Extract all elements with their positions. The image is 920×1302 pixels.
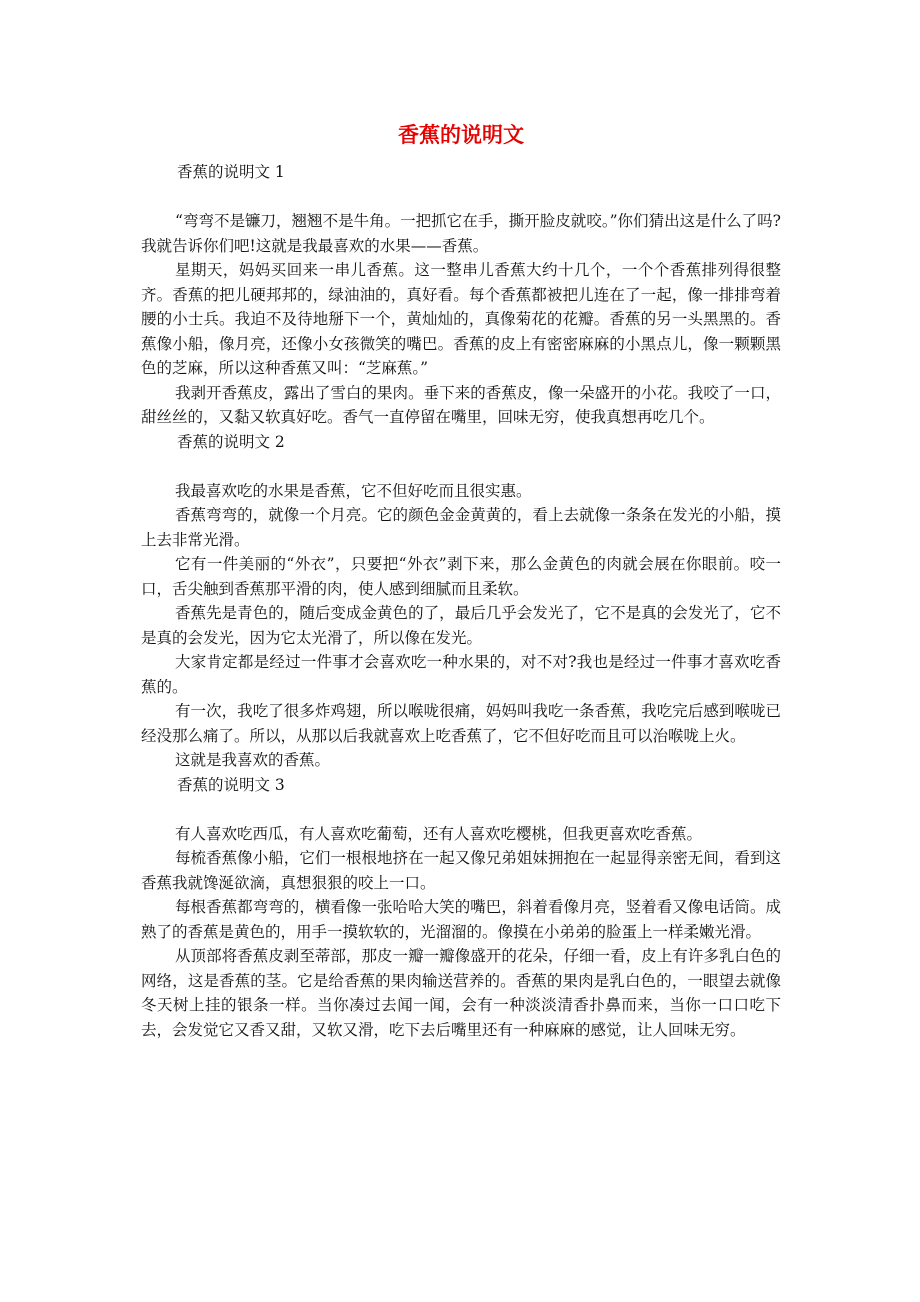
paragraph: 有人喜欢吃西瓜，有人喜欢吃葡萄，还有人喜欢吃樱桃，但我更喜欢吃香蕉。 [175,824,703,843]
paragraph: 大家肯定都是经过一件事才会喜欢吃一种水果的，对不对?我也是经过一件事才喜欢吃香蕉的。 [141,653,781,696]
section-heading: 香蕉的说明文 3 [177,775,285,794]
section-1 [141,160,781,430]
paragraph: 香蕉弯弯的，就像一个月亮。它的颜色金金黄黄的，看上去就像一条条在发光的小船，摸上去非常光滑。 [141,506,781,549]
section-3 [141,773,781,1043]
document-title: 香蕉的说明文 [398,122,524,147]
paragraph: 有一次，我吃了很多炸鸡翅，所以喉咙很痛，妈妈叫我吃一条香蕉，我吃完后感到喉咙已经没那么痛了。所以，从那以后我就喜欢上吃香蕉了，它不但好吃而且可以治喉咙上火。 [141,702,781,745]
document-page [141,118,781,1042]
section-heading: 香蕉的说明文 1 [177,163,285,181]
paragraph: 星期天，妈妈买回来一串儿香蕉。这一整串儿香蕉大约十几个，一个个香蕉排列得很整齐。香蕉的把儿硬邦邦的，绿油油的，真好看。每个香蕉都被把儿连在了一起，像一排排弯着腰的小士兵。我迫不及待地掰下一个，黄灿灿的，真像菊花的花瓣。香蕉的另一头黑黑的。香蕉像小船，像月亮，还像小女孩微笑的嘴巴。香蕉的皮上有密密麻麻的小黑点儿，像一颗颗黑色的芝麻，所以这种香蕉又叫：“芝麻蕉。” [141,261,781,377]
section-heading: 香蕉的说明文 2 [177,432,285,451]
paragraph: 香蕉先是青色的，随后变成金黄色的了，最后几乎会发光了，它不是真的会发光了，它不是真的会发光，因为它太光滑了，所以像在发光。 [141,604,781,647]
paragraph: “弯弯不是镰刀，翘翘不是牛角。一把抓它在手，撕开脸皮就咬。”你们猜出这是什么了吗?我就告诉你们吧!这就是我最喜欢的水果——香蕉。 [141,212,781,255]
paragraph: 每梳香蕉像小船，它们一根根地挤在一起又像兄弟姐妹拥抱在一起显得亲密无间，看到这香蕉我就馋涎欲滴，真想狠狠的咬上一口。 [141,849,781,892]
section-2 [141,430,781,773]
paragraph: 这就是我喜欢的香蕉。 [175,751,331,769]
paragraph: 我剥开香蕉皮，露出了雪白的果肉。垂下来的香蕉皮，像一朵盛开的小花。我咬了一口，甜丝丝的，又黏又软真好吃。香气一直停留在嘴里，回味无穷，使我真想再吃几个。 [141,383,781,426]
paragraph: 我最喜欢吃的水果是香蕉，它不但好吃而且很实惠。 [175,481,532,500]
paragraph: 从顶部将香蕉皮剥至蒂部，那皮一瓣一瓣像盛开的花朵，仔细一看，皮上有许多乳白色的网络，这是香蕉的茎。它是给香蕉的果肉输送营养的。香蕉的果肉是乳白色的，一眼望去就像冬天树上挂的银条一样。当你凑过去闻一闻，会有一种淡淡清香扑鼻而来，当你一口口吃下去，会发觉它又香又甜，又软又滑，吃下去后嘴里还有一种麻麻的感觉，让人回味无穷。 [141,947,781,1039]
paragraph: 它有一件美丽的“外衣”，只要把“外衣”剥下来，那么金黄色的肉就会展在你眼前。咬一口，舌尖触到香蕉那平滑的肉，使人感到细腻而且柔软。 [141,555,781,598]
paragraph: 每根香蕉都弯弯的，横看像一张哈哈大笑的嘴巴，斜着看像月亮，竖着看又像电话筒。成熟了的香蕉是黄色的，用手一摸软软的，光溜溜的。像摸在小弟弟的脸蛋上一样柔嫩光滑。 [141,898,781,941]
